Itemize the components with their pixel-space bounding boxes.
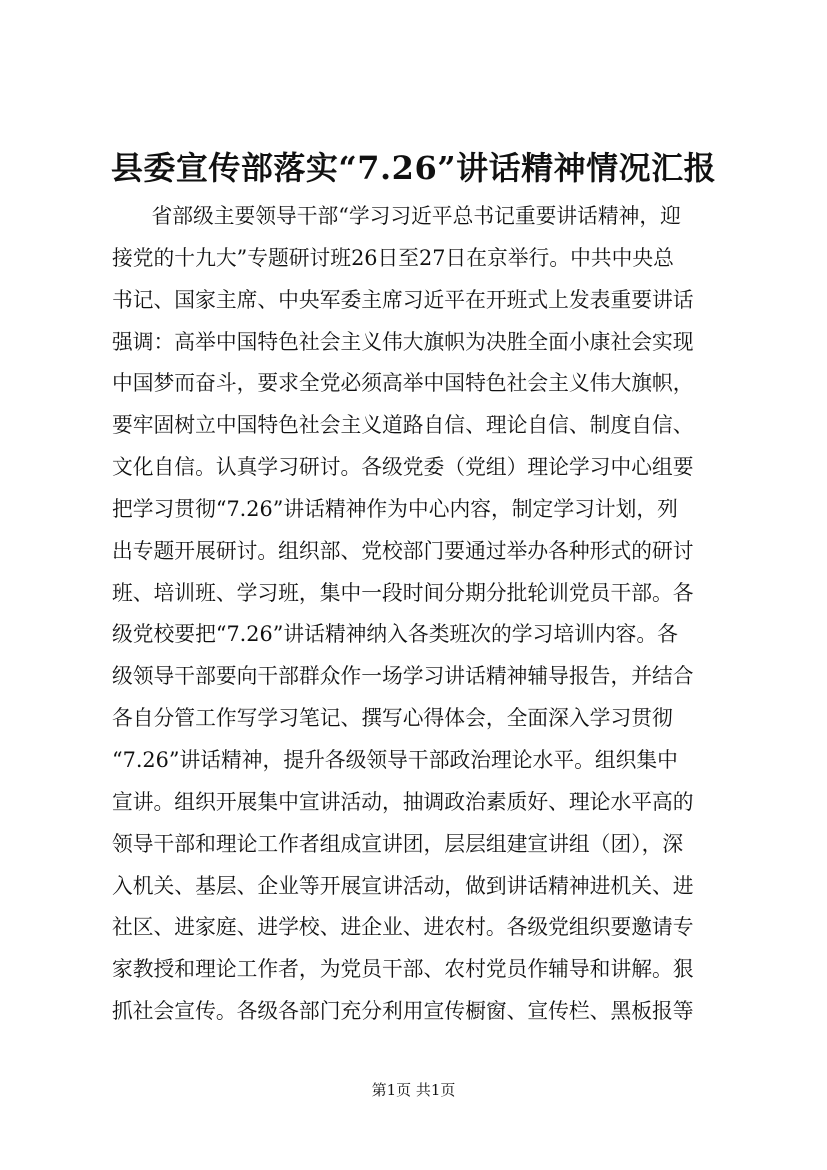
document-body	[112, 196, 752, 1033]
body-line: 级党校要把“7.26”讲话精神纳入各类班次的学习培训内容。各	[112, 622, 678, 647]
body-line: 要牢固树立中国特色社会主义道路自信、理论自信、制度自信、	[112, 413, 694, 438]
body-line: 各自分管工作写学习笔记、撰写心得体会，全面深入学习贯彻	[112, 706, 673, 731]
body-line: 级领导干部要向干部群众作一场学习讲话精神辅导报告，并结合	[112, 664, 694, 689]
body-line: 接党的十九大”专题研讨班26日至27日在京举行。中共中央总	[112, 245, 674, 270]
body-line: 抓社会宣传。各级各部门充分利用宣传橱窗、宣传栏、黑板报等	[112, 999, 694, 1024]
body-line: 文化自信。认真学习研讨。各级党委（党组）理论学习中心组要	[112, 455, 694, 480]
body-line: 班、培训班、学习班，集中一段时间分期分批轮训党员干部。各	[112, 580, 694, 605]
body-line: 社区、进家庭、进学校、进企业、进农村。各级党组织要邀请专	[112, 915, 694, 940]
body-line: “7.26”讲话精神，提升各级领导干部政治理论水平。组织集中	[112, 747, 678, 772]
body-line: 领导干部和理论工作者组成宣讲团，层层组建宣讲组（团），深	[112, 831, 684, 856]
document-title: 县委宣传部落实“7.26”讲话精神情况汇报	[110, 149, 717, 187]
body-line: 家教授和理论工作者，为党员干部、农村党员作辅导和讲解。狠	[112, 957, 694, 982]
body-line: 入机关、基层、企业等开展宣讲活动，做到讲话精神进机关、进	[112, 873, 694, 898]
body-line: 书记、国家主席、中央军委主席习近平在开班式上发表重要讲话	[112, 287, 694, 312]
body-line: 把学习贯彻“7.26”讲话精神作为中心内容，制定学习计划，列	[112, 496, 678, 521]
body-line: 出专题开展研讨。组织部、党校部门要通过举办各种形式的研讨	[112, 538, 694, 563]
page-footer: 第1页 共1页	[371, 1081, 456, 1099]
body-line: 省部级主要领导干部“学习习近平总书记重要讲话精神，迎	[151, 204, 681, 228]
body-line: 强调：高举中国特色社会主义伟大旗帜为决胜全面小康社会实现	[112, 329, 694, 354]
body-line: 宣讲。组织开展集中宣讲活动，抽调政治素质好、理论水平高的	[112, 789, 694, 814]
body-line: 中国梦而奋斗，要求全党必须高举中国特色社会主义伟大旗帜，	[112, 371, 694, 396]
